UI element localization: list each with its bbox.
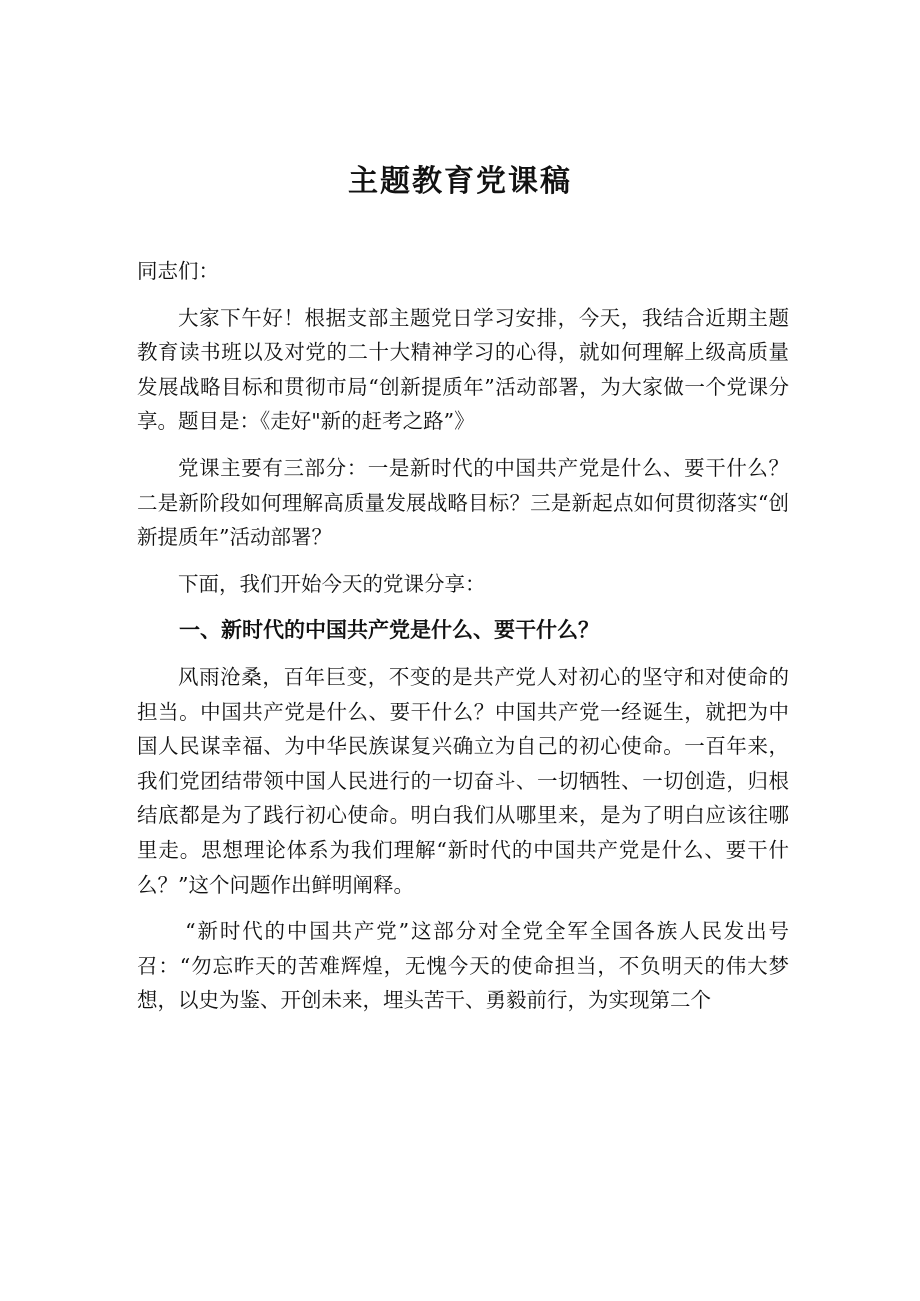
outline-paragraph: 党课主要有三部分：一是新时代的中国共产党是什么、要干什么？二是新阶段如何理解高质量发展战略目标？三是新起点如何贯彻落实“创新提质年”活动部署？ xyxy=(137,455,789,550)
salutation: 同志们： xyxy=(137,259,219,283)
document-body xyxy=(137,254,789,1030)
section-paragraph: 风雨沧桑，百年巨变，不变的是共产党人对初心的坚守和对使命的担当。中国共产党是什么、要干什么？中国共产党一经诞生，就把为中国人民谋幸福、为中华民族谋复兴确立为自己的初心使命。一百年来，我们党团结带领中国人民进行的一切奋斗、一切牺牲、一切创造，归根结底都是为了践行初心使命。明白我们从哪里来，是为了明白应该往哪里走。思想理论体系为我们理解“新时代的中国共产党是什么、要干什么？”这个问题作出鲜明阐释。 xyxy=(137,664,789,897)
document-title: 主题教育党课稿 xyxy=(348,164,572,199)
section-paragraph: “新时代的中国共产党”这部分对全党全军全国各族人民发出号召：“勿忘昨天的苦难辉煌，无愧今天的使命担当，不负明天的伟大梦想，以史为鉴、开创未来，埋头苦干、勇毅前行，为实现第二个 xyxy=(137,919,789,1013)
intro-paragraph: 大家下午好！根据支部主题党日学习安排，今天，我结合近期主题教育读书班以及对党的二十大精神学习的心得，就如何理解上级高质量发展战略目标和贯彻市局“创新提质年”活动部署，为大家做一个党课分享。题目是：《走好"新的赶考之路”》 xyxy=(137,305,789,434)
section-heading: 一、新时代的中国共产党是什么、要干什么？ xyxy=(179,618,599,643)
transition-paragraph: 下面，我们开始今天的党课分享： xyxy=(178,571,486,596)
